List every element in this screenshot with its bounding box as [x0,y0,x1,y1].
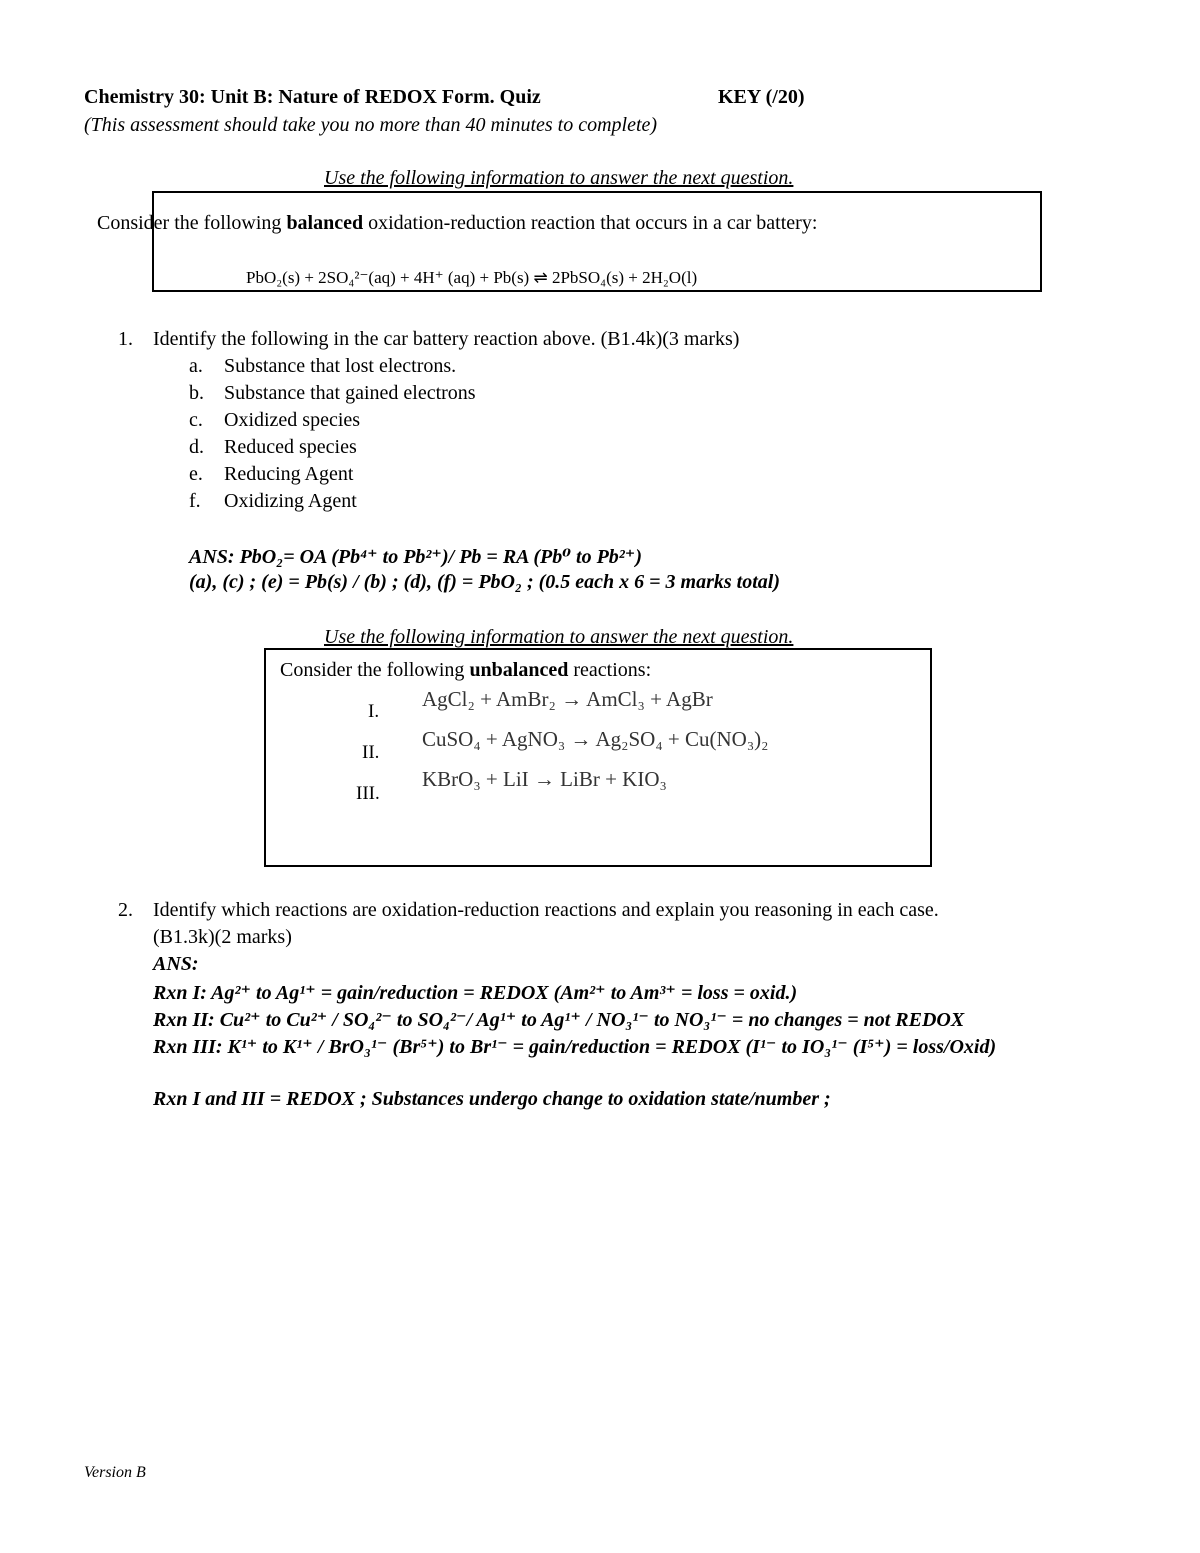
unbalanced-intro [280,659,651,682]
q1-item-letter: e. [189,463,203,485]
balanced-intro-after: oxidation-reduction reaction that occurs in a car battery: [363,212,818,234]
q2-answer-rxn1: Rxn I: Ag²⁺ to Ag¹⁺ = gain/reduction = REDOX (Am²⁺ to Am³⁺ = loss = oxid.) [153,982,798,1004]
q1-item-letter: b. [189,382,204,404]
q1-item-letter: c. [189,409,203,431]
balanced-intro [97,212,817,235]
version-label: Version B [84,1464,146,1481]
q1-item-letter: d. [189,436,204,458]
q2-number: 2. [118,899,133,921]
q1-item-text: Substance that lost electrons. [224,355,457,377]
unbalanced-intro-before: Consider the following [280,659,470,681]
q2-conclusion: Rxn I and III = REDOX ; Substances undergo change to oxidation state/number ; [153,1088,831,1110]
reaction-numeral: I. [368,701,380,722]
balanced-intro-bold: balanced [286,212,364,234]
q1-item-text: Oxidized species [224,409,361,431]
q1-item-text: Oxidizing Agent [224,490,357,512]
q1-text: Identify the following in the car battery reaction above. (B1.4k)(3 marks) [153,328,740,350]
q2-answer-rxn2: Rxn II: Cu²⁺ to Cu²⁺ / SO₄²⁻ to SO₄²⁻/ Ag¹⁺ to Ag¹⁺ / NO₃¹⁻ to NO₃¹⁻ = no changes = not REDOX [153,1009,965,1031]
balanced-intro-before: Consider the following [97,212,287,234]
unbalanced-intro-bold: unbalanced [469,659,569,681]
unbalanced-intro-after: reactions: [568,659,652,681]
q1-item-text: Reduced species [224,436,357,458]
q1-item-letter: a. [189,355,203,377]
reaction-equation: AgCl₂ + AmBr₂ → AmCl₃ + AgBr [422,687,713,711]
quiz-title [84,86,805,109]
q1-answer-line1: ANS: PbO₂= OA (Pb⁴⁺ to Pb²⁺)/ Pb = RA (Pb⁰ to Pb²⁺) [189,546,643,568]
reaction-equation: KBrO₃ + LiI → LiBr + KIO₃ [422,767,667,791]
reaction-equation: CuSO₄ + AgNO₃ → Ag₂SO₄ + Cu(NO₃)₂ [422,727,769,751]
answer-key-label: KEY (/20) [718,86,805,108]
time-note: (This assessment should take you no more than 40 minutes to complete) [84,114,658,136]
title-text: Chemistry 30: Unit B: Nature of REDOX Form. Quiz [84,86,541,108]
car-battery-equation: PbO₂(s) + 2SO₄²⁻(aq) + 4H⁺ (aq) + Pb(s) ⇌ 2PbSO₄(s) + 2H₂O(l) [246,268,698,287]
q1-item-letter: f. [189,490,201,512]
q2-text-line1: Identify which reactions are oxidation-reduction reactions and explain you reasoning in each case. [153,899,939,921]
q2-answer-label: ANS: [153,953,199,975]
reaction-numeral: III. [356,783,380,804]
info-instruction-2: Use the following information to answer the next question. [324,626,794,648]
q1-item-text: Reducing Agent [224,463,354,485]
q2-text-line2: (B1.3k)(2 marks) [153,926,292,948]
q1-number: 1. [118,328,133,350]
q1-answer-line2: (a), (c) ; (e) = Pb(s) / (b) ; (d), (f) = PbO₂ ; (0.5 each x 6 = 3 marks total) [189,571,781,593]
q1-item-text: Substance that gained electrons [224,382,476,404]
info-instruction-1: Use the following information to answer the next question. [324,167,794,189]
reaction-numeral: II. [362,742,380,763]
q2-answer-rxn3: Rxn III: K¹⁺ to K¹⁺ / BrO₃¹⁻ (Br⁵⁺) to Br¹⁻ = gain/reduction = REDOX (I¹⁻ to IO₃¹⁻ (I⁵⁺) = loss/Oxid) [153,1036,997,1058]
